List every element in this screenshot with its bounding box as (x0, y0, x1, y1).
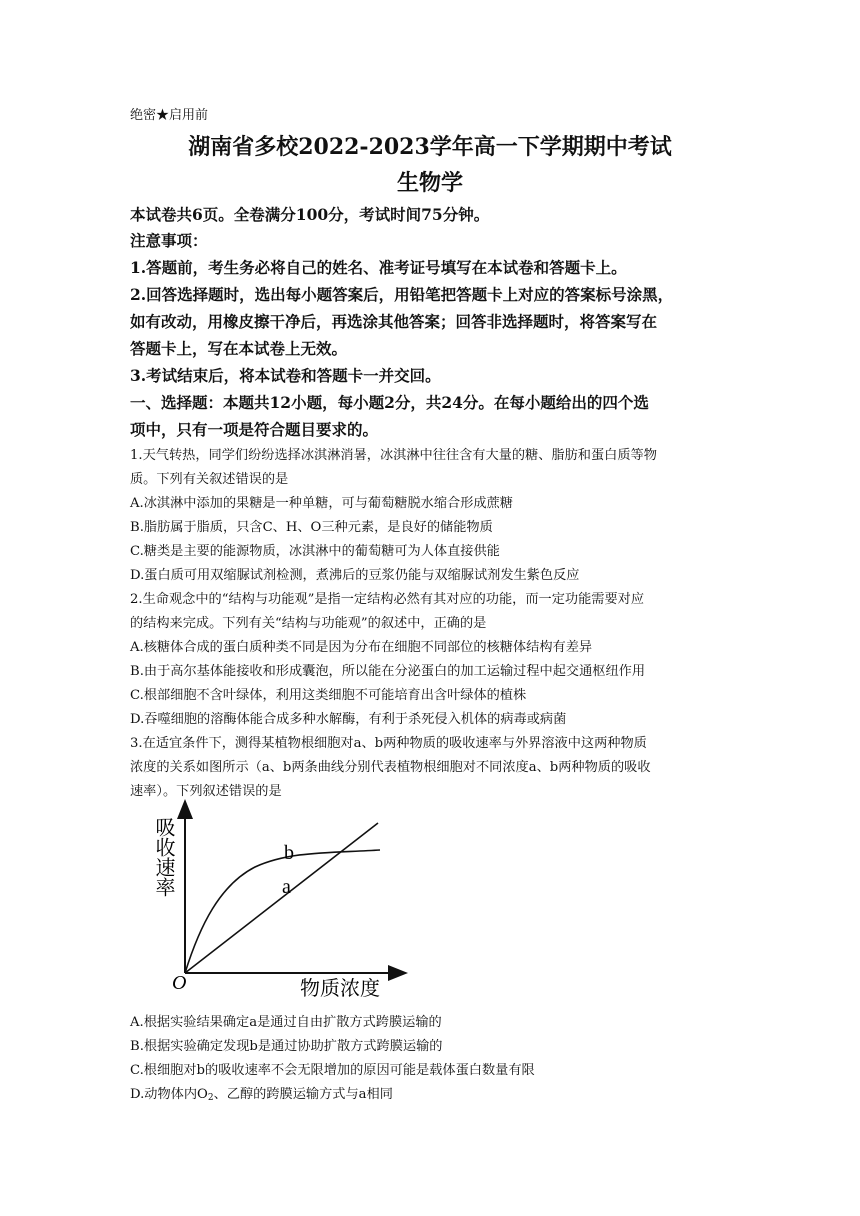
absorption-rate-figure (152, 805, 400, 1005)
q3-option-d-subscript: 2 (207, 1093, 214, 1103)
q2-option-a: A.核糖体合成的蛋白质种类不同是因为分布在细胞不同部位的核糖体结构有差异 (130, 640, 593, 655)
q3-stem-line-2: 浓度的关系如图所示（a、b两条曲线分别代表植物根细胞对不同浓度a、b两种物质的吸收 (130, 760, 651, 775)
section-heading-line-2: 项中，只有一项是符合题目要求的。 (130, 420, 379, 439)
confidential-mark: 绝密★启用前 (130, 108, 209, 123)
q2-option-b: B.由于高尔基体能接收和形成囊泡，所以能在分泌蛋白的加工运输过程中起交通枢纽作用 (130, 664, 646, 679)
q1-option-c: C.糖类是主要的能源物质，冰淇淋中的葡萄糖可为人体直接供能 (130, 544, 500, 559)
q3-option-a: A.根据实验结果确定a是通过自由扩散方式跨膜运输的 (130, 1015, 442, 1030)
q2-option-c: C.根部细胞不含叶绿体，利用这类细胞不可能培育出含叶绿体的植株 (130, 688, 527, 703)
q1-stem-line-2: 质。下列有关叙述错误的是 (130, 472, 289, 487)
curve-b-label: b (284, 842, 294, 864)
notes-title: 注意事项： (130, 231, 208, 250)
note-1: 1.答题前，考生务必将自己的姓名、准考证号填写在本试卷和答题卡上。 (130, 258, 627, 277)
curve-a-label: a (282, 876, 291, 898)
q2-stem-line-1: 2.生命观念中的“结构与功能观”是指一定结构必然有其对应的功能，而一定功能需要对应 (130, 592, 644, 607)
q1-option-b: B.脂肪属于脂质，只含C、H、O三种元素，是良好的储能物质 (130, 520, 493, 535)
origin-label: O (172, 972, 187, 994)
q3-stem-line-3: 速率）。下列叙述错误的是 (130, 784, 282, 799)
section-heading-line-1: 一、选择题：本题共12小题，每小题2分，共24分。在每小题给出的四个选 (130, 393, 649, 412)
q2-option-d: D.吞噬细胞的溶酶体能合成多种水解酶，有利于杀死侵入机体的病毒或病菌 (130, 712, 567, 727)
exam-info: 本试卷共6页。全卷满分100分，考试时间75分钟。 (130, 205, 490, 224)
curve-a (185, 823, 378, 973)
x-axis-label: 物质浓度 (300, 976, 380, 1000)
note-2-line-3: 答题卡上，写在本试卷上无效。 (130, 339, 348, 358)
q1-option-d: D.蛋白质可用双缩脲试剂检测，煮沸后的豆浆仍能与双缩脲试剂发生紫色反应 (130, 568, 580, 583)
q3-option-c: C.根细胞对b的吸收速率不会无限增加的原因可能是载体蛋白数量有限 (130, 1063, 535, 1078)
q3-option-d (130, 1083, 393, 1103)
q3-option-d-suffix: 、乙醇的跨膜运输方式与a相同 (213, 1087, 393, 1102)
q3-stem-line-1: 3.在适宜条件下，测得某植物根细胞对a、b两种物质的吸收速率与外界溶液中这两种物质 (130, 736, 647, 751)
q1-option-a: A.冰淇淋中添加的果糖是一种单糖，可与葡萄糖脱水缩合形成蔗糖 (130, 496, 513, 511)
q3-option-b: B.根据实验确定发现b是通过协助扩散方式跨膜运输的 (130, 1039, 443, 1054)
q2-stem-line-2: 的结构来完成。下列有关“结构与功能观”的叙述中，正确的是 (130, 616, 487, 631)
exam-title: 湖南省多校2022-2023学年高一下学期期中考试 (188, 134, 672, 160)
note-3: 3.考试结束后，将本试卷和答题卡一并交回。 (130, 366, 441, 385)
note-2-line-2: 如有改动，用橡皮擦干净后，再选涂其他答案；回答非选择题时，将答案写在 (130, 312, 658, 331)
subject-title: 生物学 (396, 170, 463, 196)
curve-b (185, 850, 380, 973)
y-axis-label: 吸收速率 (152, 817, 176, 897)
q1-stem-line-1: 1.天气转热，同学们纷纷选择冰淇淋消暑，冰淇淋中往往含有大量的糖、脂肪和蛋白质等物 (130, 448, 657, 463)
note-2-line-1: 2.回答选择题时，选出每小题答案后，用铅笔把答题卡上对应的答案标号涂黑， (130, 285, 674, 304)
q3-option-d-prefix: D.动物体内O (130, 1087, 208, 1102)
